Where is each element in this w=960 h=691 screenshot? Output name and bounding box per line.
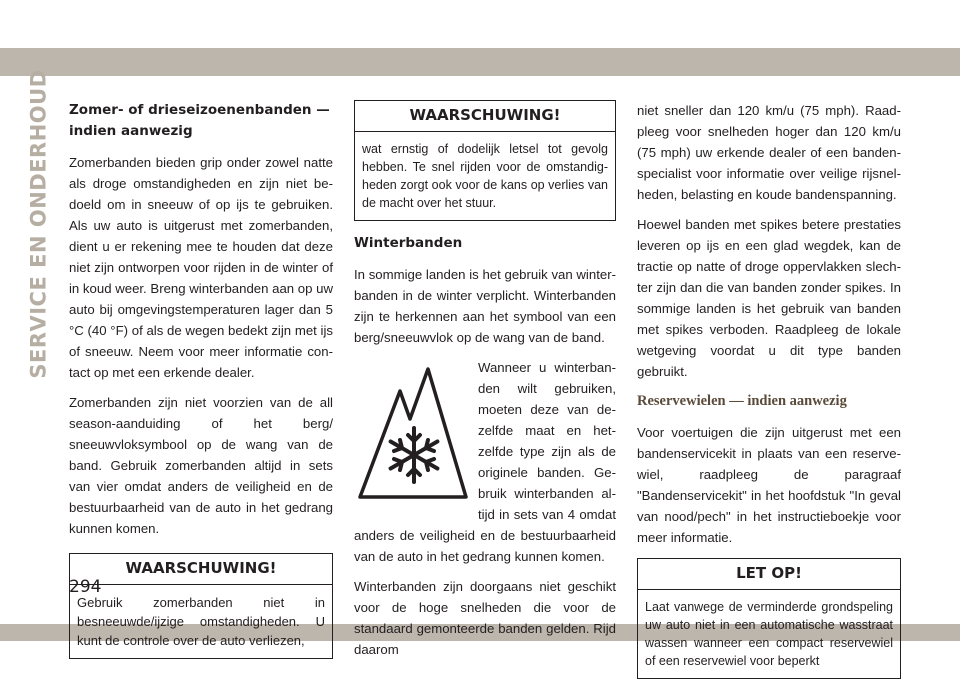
heading-spare-wheels: Reservewielen — indien aanwezig — [637, 393, 847, 409]
paragraph-winter-3: Winterbanden zijn doorgaans niet geschikt voor de hoge snelheden die voor de standaard gemonteerde banden gelden. Rijd daarom — [354, 579, 616, 657]
section-tab — [24, 69, 54, 379]
page-number: 294 — [69, 577, 102, 597]
paragraph-speed: niet sneller dan 120 km/u (75 mph). Raadpleeg voor snelheden hoger dan 120 km/u (75 mph) uw erkende dealer of een bandenspecialist voor informatie over veilige rijsnelheden, belasting en koude bandenspanning. — [637, 103, 901, 202]
column-3 — [637, 100, 901, 691]
heading-summer-tires: Zomer- of drieseizoenenbanden — indien aanwezig — [69, 102, 330, 139]
caution-text: Laat vanwege de verminderde grondspeling uw auto niet in een automatische wasstraat wassen wanneer een compact reservewiel of een reservewiel voor beperkt — [645, 600, 893, 668]
section-tab-label: SERVICE EN ONDERHOUD — [27, 69, 52, 379]
paragraph-summer-2: Zomerbanden zijn niet voorzien van de all season-aanduiding of het berg/ sneeuwvloksymbool op de wang van de band. Gebruik zomerbanden altijd in sets van vier omdat anders de veiligheid en de bestuurbaarheid van de auto in het gedrang kunnen komen. — [69, 395, 333, 536]
warning-title: WAARSCHUWING! — [355, 101, 615, 132]
paragraph-spare: Voor voertuigen die zijn uitgerust met een bandenservicekit in plaats van een reservewiel, raadpleeg de paragraaf "Bandenservicekit" in het hoofdstuk "In geval van nood/pech" in het instructieboekje voor meer informatie. — [637, 425, 901, 545]
paragraph-winter-2: Wanneer u winterbanden wilt gebruiken, moeten deze van dezelfde maat en hetzelfde type zijn als de originele banden. Gebruik winterbanden altijd in sets van 4 omdat anders de veiligheid en de bestuurbaarheid van de auto in het gedrang kunnen komen. — [354, 360, 616, 564]
paragraph-summer-1: Zomerbanden bieden grip onder zowel natte als droge omstandigheden en zijn niet bedoeld om in sneeuw of op ijs te gebruiken. Als uw auto is uitgerust met zomerbanden, dient u er rekening mee te houden dat deze niet zijn ontworpen voor rijden in de winter of in koud weer. Breng winterbanden aan op uw auto bij omgevingstemperaturen lager dan 5 °C (40 °F) of als de wegen bedekt zijn met ijs of sneeuw. Neem voor meer informatie contact op met een erkende dealer. — [69, 155, 333, 380]
warning-text: Gebruik zomerbanden niet in besneeuwde/ijzige omstandigheden. U kunt de controle over de auto verliezen, — [77, 595, 325, 648]
paragraph-winter-1: In sommige landen is het gebruik van winterbanden in de winter verplicht. Winterbanden zijn te herkennen aan het symbool van een berg/sneeuwvlok op de wang van de band. — [354, 267, 616, 345]
column-2 — [354, 106, 616, 669]
header-band — [0, 48, 960, 76]
warning-box-summer — [69, 553, 333, 659]
mountain-snowflake-icon — [354, 357, 472, 505]
column-1 — [69, 100, 333, 671]
warning-title: WAARSCHUWING! — [70, 554, 332, 585]
caution-box — [637, 558, 901, 679]
paragraph-spikes: Hoewel banden met spikes betere prestaties leveren op ijs en een glad wegdek, kan de tractie op natte of droge oppervlakken slechter zijn dan die van banden zonder spikes. In sommige landen is het gebruik van banden met spikes verboden. Raadpleeg de lokale wetgeving voordat u dit type banden gebruikt. — [637, 217, 901, 379]
heading-winter-tires: Winterbanden — [354, 235, 463, 251]
winter-paragraph-with-icon — [354, 357, 616, 567]
warning-box-continued — [354, 100, 616, 221]
warning-text: wat ernstig of dodelijk letsel tot gevolg hebben. Te snel rijden voor de omstandigheden zorgt ook voor de kans op verlies van de macht over het stuur. — [362, 142, 608, 210]
caution-title: LET OP! — [638, 559, 900, 590]
